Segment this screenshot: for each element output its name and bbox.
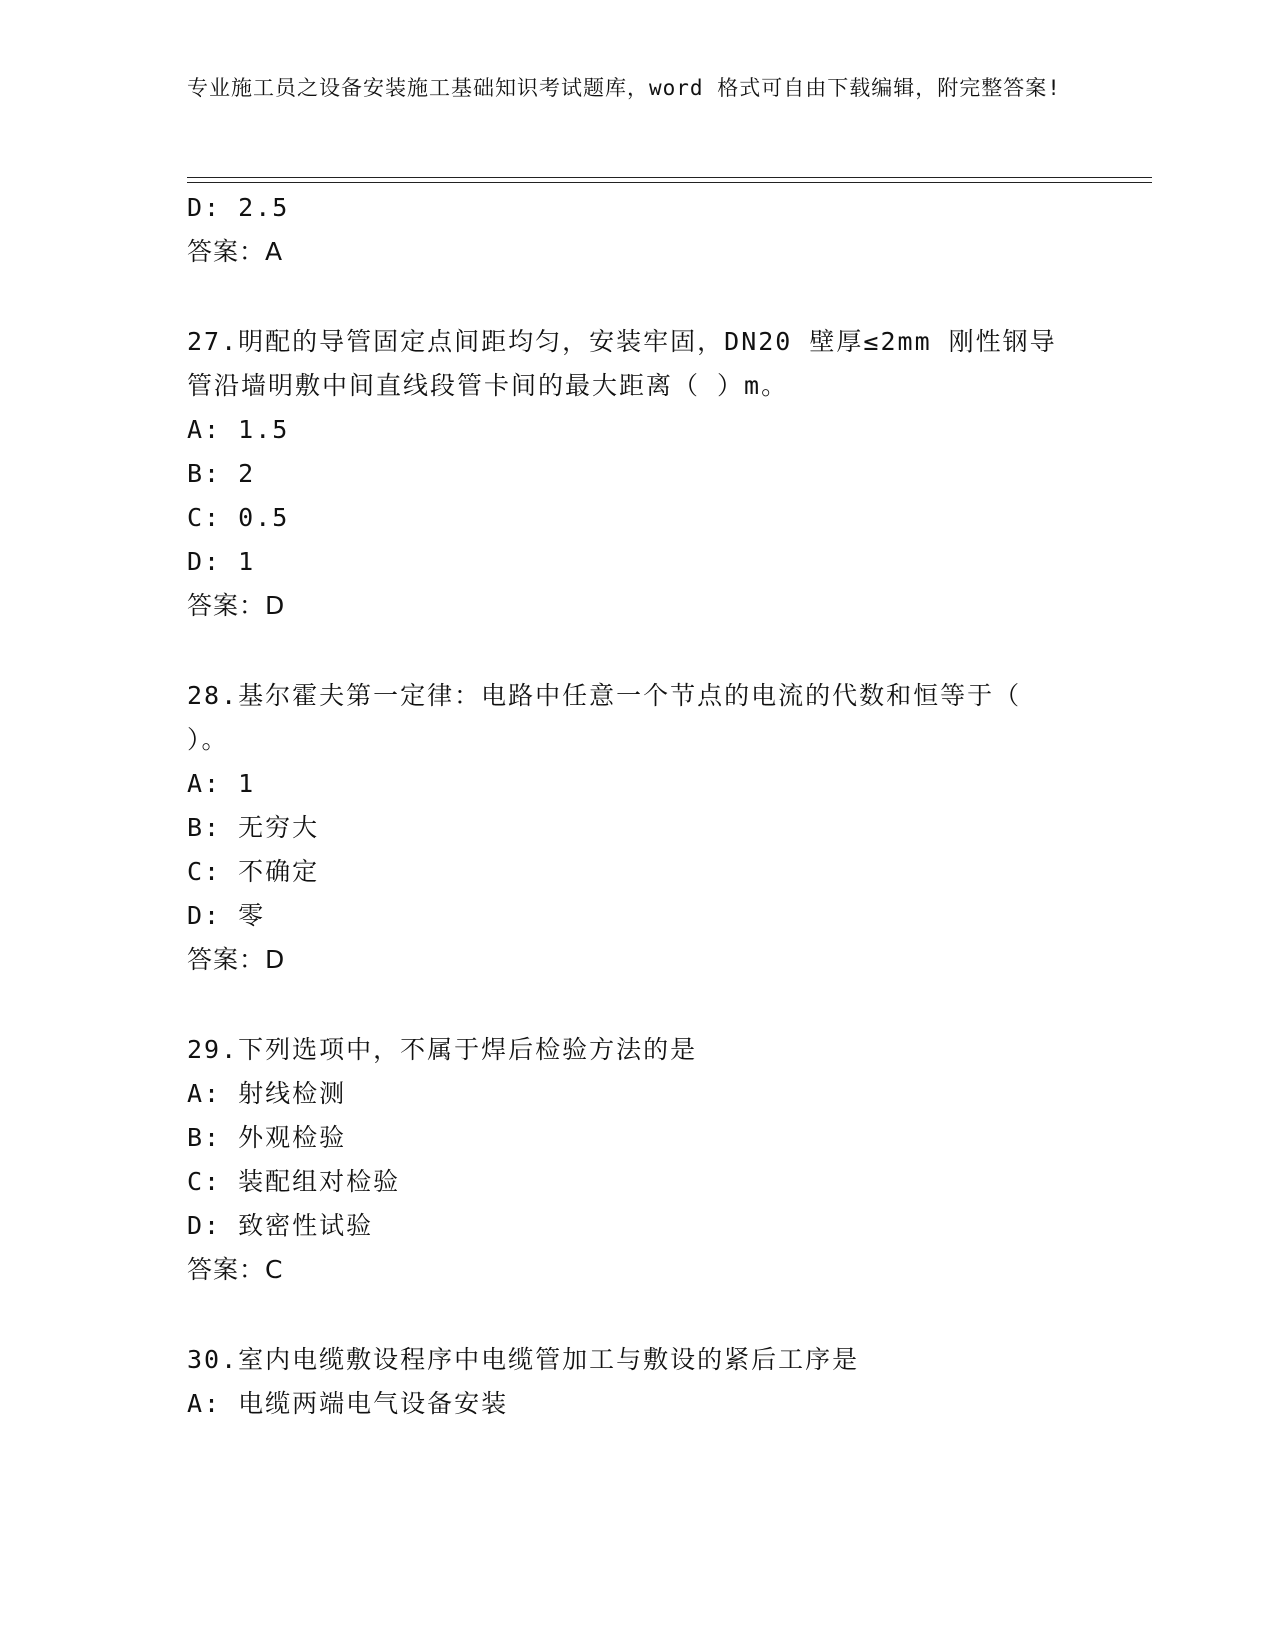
q29-stem-line1: 29.下列选项中，不属于焊后检验方法的是 <box>187 1035 698 1064</box>
q27-option-a: A: 1.5 <box>187 415 290 444</box>
prev-option-d: D: 2.5 <box>187 193 290 222</box>
q27-option-d: D: 1 <box>187 547 256 576</box>
q30-option-a: A: 电缆两端电气设备安装 <box>187 1389 509 1418</box>
q27-option-b: B: 2 <box>187 459 256 488</box>
prev-answer: 答案：A <box>187 237 284 266</box>
q28-option-c: C: 不确定 <box>187 857 320 886</box>
q27-stem-line1: 27.明配的导管固定点间距均匀，安装牢固，DN20 壁厚≤2mm 刚性钢导 <box>187 327 1057 356</box>
q27-answer: 答案：D <box>187 591 286 620</box>
q28-answer: 答案：D <box>187 945 286 974</box>
q27-stem-line2: 管沿墙明敷中间直线段管卡间的最大距离（ ）m。 <box>187 371 789 400</box>
q29-option-c: C: 装配组对检验 <box>187 1167 401 1196</box>
q28-option-a: A: 1 <box>187 769 256 798</box>
header-rule-top <box>187 177 1152 178</box>
q28-stem-line1: 28.基尔霍夫第一定律：电路中任意一个节点的电流的代数和恒等于（ <box>187 681 1022 710</box>
page-header: 专业施工员之设备安装施工基础知识考试题库，word 格式可自由下载编辑，附完整答案! <box>187 76 1061 100</box>
q29-option-b: B: 外观检验 <box>187 1123 347 1152</box>
q28-option-b: B: 无穷大 <box>187 813 320 842</box>
q28-option-d: D: 零 <box>187 901 266 930</box>
q28-stem-line2: ）。 <box>187 725 229 754</box>
q29-option-d: D: 致密性试验 <box>187 1211 374 1240</box>
q30-stem-line1: 30.室内电缆敷设程序中电缆管加工与敷设的紧后工序是 <box>187 1345 860 1374</box>
q27-option-c: C: 0.5 <box>187 503 290 532</box>
q29-option-a: A: 射线检测 <box>187 1079 347 1108</box>
header-rule-bottom <box>187 182 1152 183</box>
q29-answer: 答案：C <box>187 1255 284 1284</box>
